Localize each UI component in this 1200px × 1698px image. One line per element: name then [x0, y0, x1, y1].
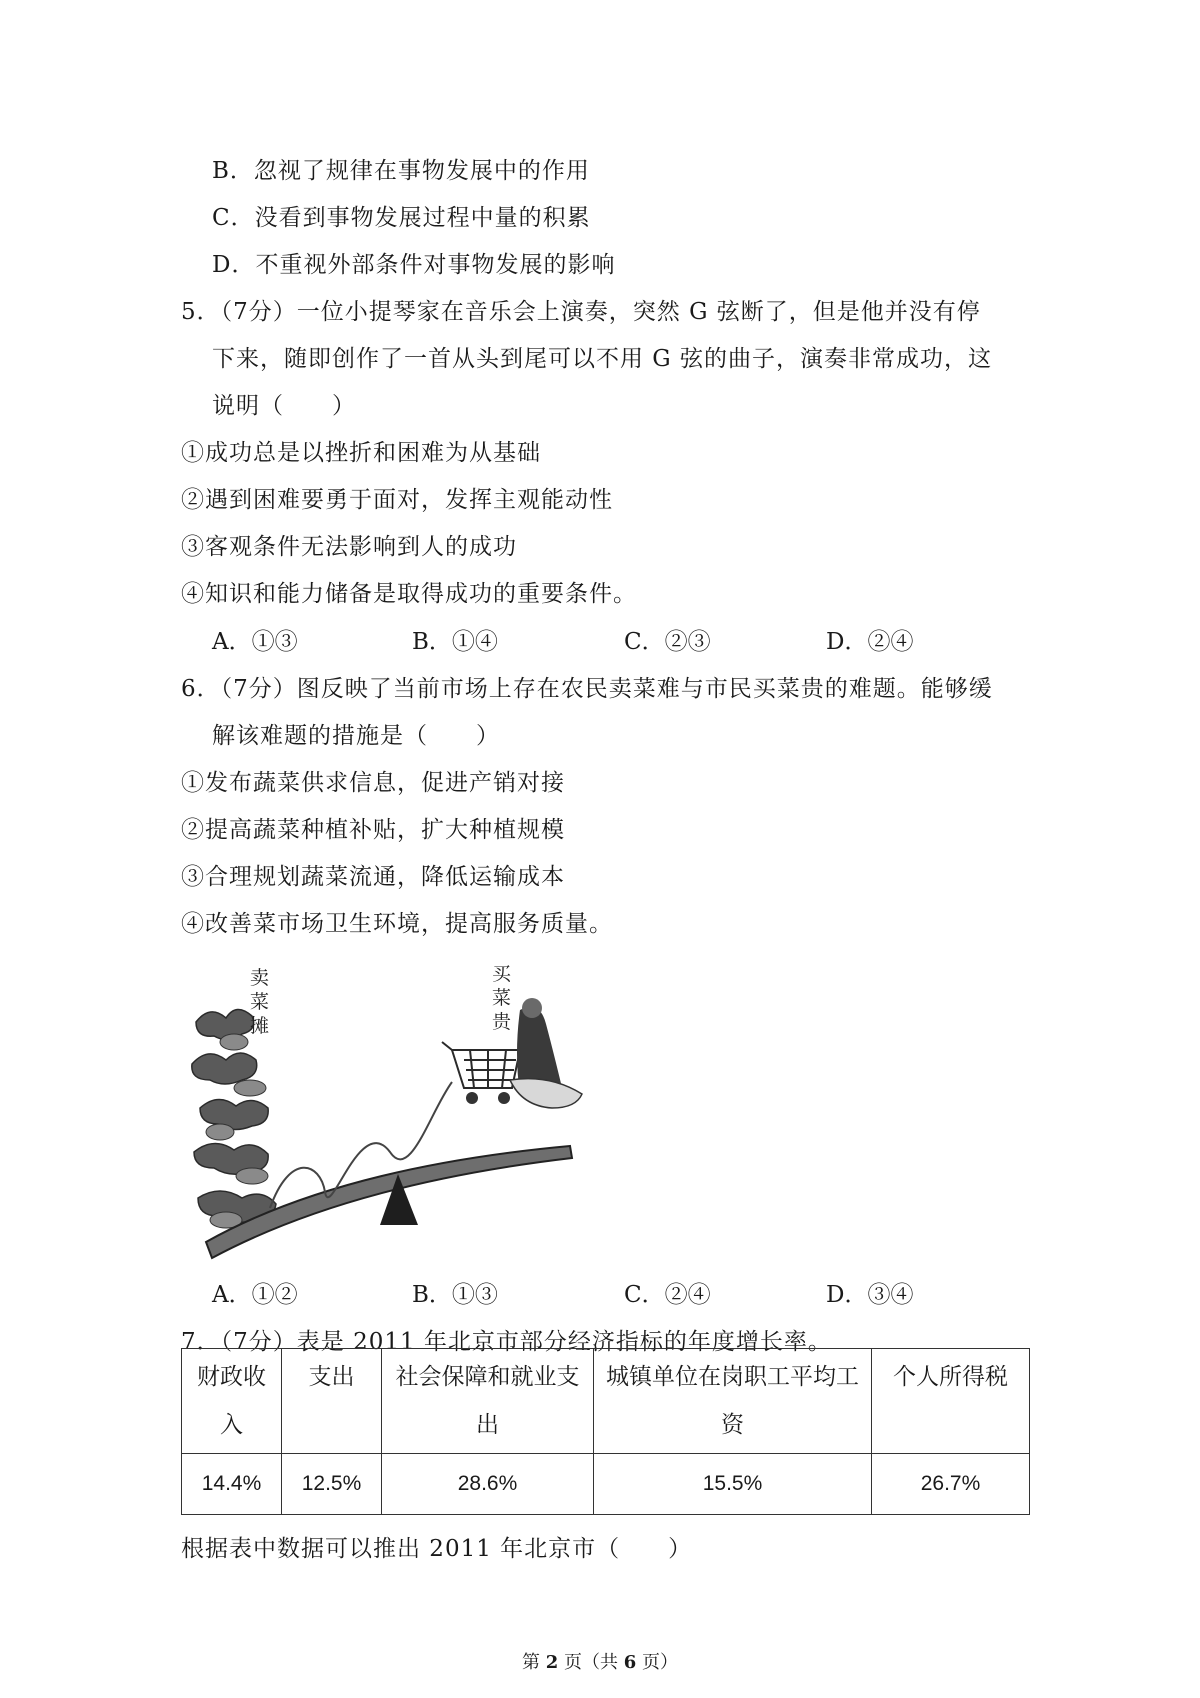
- q6-item-3: ③合理规划蔬菜流通，降低运输成本: [181, 864, 565, 890]
- figure-left-label-2: 菜: [250, 991, 270, 1013]
- q6-stem-line-2: 解该难题的措施是（ ）: [212, 723, 500, 749]
- table-header-cell: 支出: [282, 1349, 382, 1454]
- table-cell: 15.5%: [594, 1454, 872, 1515]
- q5-item-4: ④知识和能力储备是取得成功的重要条件。: [181, 581, 637, 607]
- q7-follow-up: 根据表中数据可以推出 2011 年北京市（ ）: [181, 1536, 693, 1562]
- q6-choice-d[interactable]: D．③④: [826, 1282, 914, 1308]
- q6-item-2: ②提高蔬菜种植补贴，扩大种植规模: [181, 817, 565, 843]
- q5-stem-line-2: 下来，随即创作了一首从头到尾可以不用 G 弦的曲子，演奏非常成功，这: [212, 346, 992, 372]
- q5-choice-c[interactable]: C．②③: [624, 629, 711, 655]
- economic-indicator-table: [181, 1348, 1030, 1515]
- table-cell: 28.6%: [382, 1454, 594, 1515]
- q5-stem-line-3: 说明（ ）: [212, 393, 356, 419]
- q4-option-b: B．忽视了规律在事物发展中的作用: [212, 158, 590, 184]
- table-row: [182, 1454, 1030, 1515]
- table-cell: 14.4%: [182, 1454, 282, 1515]
- q5-item-3: ③客观条件无法影响到人的成功: [181, 534, 517, 560]
- table-header-cell: 财政收入: [182, 1349, 282, 1454]
- table-header-cell: 城镇单位在岗职工平均工资: [594, 1349, 872, 1454]
- footer-mid: 页（共: [558, 1652, 624, 1673]
- footer-pre: 第: [522, 1652, 546, 1673]
- q6-stem-line-1: 6．（7分）图反映了当前市场上存在农民卖菜难与市民买菜贵的难题。能够缓: [181, 676, 993, 702]
- table-cell: 26.7%: [872, 1454, 1030, 1515]
- q5-choice-a[interactable]: A．①③: [212, 629, 298, 655]
- q5-choice-b[interactable]: B．①④: [412, 629, 498, 655]
- figure-left-label-1: 卖: [250, 967, 270, 989]
- figure-left-label-3: 摊: [250, 1015, 270, 1037]
- q5-stem-line-1: 5．（7分）一位小提琴家在音乐会上演奏，突然 G 弦断了，但是他并没有停: [181, 299, 981, 325]
- q5-item-1: ①成功总是以挫折和困难为从基础: [181, 440, 541, 466]
- footer-page-number: 2: [545, 1652, 559, 1673]
- q5-item-2: ②遇到困难要勇于面对，发挥主观能动性: [181, 487, 613, 513]
- figure-right-label-1: 买: [492, 963, 512, 985]
- seesaw-cartoon-illustration: [190, 962, 640, 1260]
- q6-choice-a[interactable]: A．①②: [212, 1282, 298, 1308]
- figure-right-label-2: 菜: [492, 987, 512, 1009]
- table-header-cell: 个人所得税: [872, 1349, 1030, 1454]
- q4-option-d: D．不重视外部条件对事物发展的影响: [212, 252, 616, 278]
- table-cell: 12.5%: [282, 1454, 382, 1515]
- q6-item-4: ④改善菜市场卫生环境，提高服务质量。: [181, 911, 613, 937]
- q4-option-c: C．没看到事物发展过程中量的积累: [212, 205, 591, 231]
- q6-choice-b[interactable]: B．①③: [412, 1282, 498, 1308]
- q7-stem: 7．（7分）表是 2011 年北京市部分经济指标的年度增长率。: [181, 1329, 832, 1355]
- q6-item-1: ①发布蔬菜供求信息，促进产销对接: [181, 770, 565, 796]
- table-header-cell: 社会保障和就业支出: [382, 1349, 594, 1454]
- page-footer: [0, 1652, 1200, 1674]
- figure-right-label-3: 贵: [492, 1011, 512, 1033]
- footer-post: 页）: [636, 1652, 678, 1673]
- footer-total-pages: 6: [623, 1652, 637, 1673]
- q6-choice-c[interactable]: C．②④: [624, 1282, 711, 1308]
- q5-choice-d[interactable]: D．②④: [826, 629, 914, 655]
- table-header-row: [182, 1349, 1030, 1454]
